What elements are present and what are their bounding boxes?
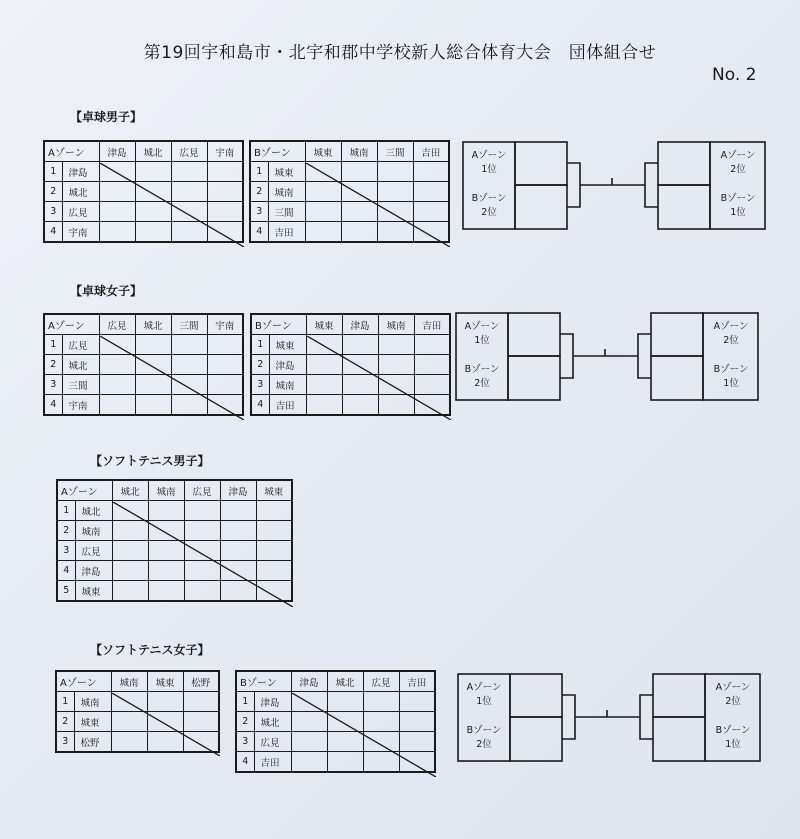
result-cell (306, 355, 342, 375)
result-cell (135, 375, 171, 395)
team-row-label: 城北 (254, 712, 291, 732)
result-cell (220, 521, 256, 541)
table-row (44, 355, 243, 375)
league-table (55, 670, 220, 753)
row-number: 4 (44, 395, 62, 416)
team-column-header: 広見 (363, 671, 399, 692)
seed-rank: 1位 (476, 696, 492, 707)
result-cell (135, 162, 171, 182)
team-row-label: 吉田 (269, 395, 306, 416)
result-cell (171, 222, 207, 243)
result-cell (256, 541, 292, 561)
result-cell (112, 541, 148, 561)
team-row-label: 城南 (269, 375, 306, 395)
bracket-seed-left (459, 192, 519, 220)
result-cell (399, 692, 435, 712)
result-cell (147, 692, 183, 712)
result-cell (305, 182, 341, 202)
table-row (251, 335, 450, 355)
seed-zone: Bゾーン (464, 364, 500, 375)
table-row (57, 561, 292, 581)
table-row (251, 355, 450, 375)
result-cell (342, 375, 378, 395)
seed-rank: 2位 (481, 207, 497, 218)
result-cell (147, 712, 183, 732)
team-row-label: 城南 (268, 182, 305, 202)
team-column-header: 城南 (111, 671, 147, 692)
seed-rank: 1位 (723, 378, 739, 389)
result-cell (256, 501, 292, 521)
result-cell (135, 355, 171, 375)
table-row (44, 182, 243, 202)
team-row-label: 広見 (75, 541, 112, 561)
row-number: 2 (44, 355, 62, 375)
result-cell (135, 182, 171, 202)
team-column-header: 津島 (220, 480, 256, 501)
result-cell (399, 712, 435, 732)
result-cell (207, 355, 243, 375)
result-cell (135, 222, 171, 243)
seed-rank: 2位 (725, 696, 741, 707)
league-header-row (57, 480, 292, 501)
team-row-label: 広見 (62, 202, 99, 222)
bracket-seed-right (708, 192, 768, 220)
result-cell (306, 395, 342, 416)
team-row-label: 城北 (62, 355, 99, 375)
team-column-header: 津島 (291, 671, 327, 692)
team-column-header: 宇南 (207, 314, 243, 335)
result-cell (111, 692, 147, 712)
team-row-label: 広見 (62, 335, 99, 355)
team-column-header: 広見 (184, 480, 220, 501)
result-cell (327, 712, 363, 732)
league-table (250, 313, 451, 416)
result-cell (413, 162, 449, 182)
result-cell (171, 355, 207, 375)
result-cell (171, 202, 207, 222)
table-row (44, 395, 243, 416)
team-row-label: 津島 (269, 355, 306, 375)
row-number: 3 (251, 375, 269, 395)
team-row-label: 城北 (62, 182, 99, 202)
seed-rank: 1位 (725, 739, 741, 750)
seed-rank: 1位 (730, 207, 746, 218)
row-number: 3 (44, 375, 62, 395)
team-column-header: 津島 (342, 314, 378, 335)
result-cell (306, 375, 342, 395)
team-column-header: 城南 (341, 141, 377, 162)
result-cell (184, 581, 220, 602)
result-cell (99, 335, 135, 355)
league-header-row (251, 314, 450, 335)
seed-zone: Bゾーン (471, 193, 507, 204)
league-table (56, 479, 293, 602)
result-cell (184, 501, 220, 521)
bracket-seed-left (452, 320, 512, 348)
result-cell (413, 222, 449, 243)
team-row-label: 松野 (74, 732, 111, 753)
team-column-header: 三間 (171, 314, 207, 335)
result-cell (148, 581, 184, 602)
seed-rank: 2位 (730, 164, 746, 175)
table-row (57, 541, 292, 561)
result-cell (99, 395, 135, 416)
result-cell (147, 732, 183, 753)
league-header-row (250, 141, 449, 162)
team-row-label: 津島 (254, 692, 291, 712)
team-column-header: 広見 (99, 314, 135, 335)
result-cell (256, 521, 292, 541)
team-row-label: 吉田 (268, 222, 305, 243)
result-cell (414, 335, 450, 355)
result-cell (111, 732, 147, 753)
row-number: 4 (236, 752, 254, 773)
result-cell (414, 355, 450, 375)
table-row (44, 202, 243, 222)
team-column-header: 城北 (135, 314, 171, 335)
result-cell (220, 501, 256, 521)
result-cell (207, 162, 243, 182)
result-cell (148, 501, 184, 521)
team-row-label: 城東 (74, 712, 111, 732)
result-cell (291, 712, 327, 732)
team-row-label: 城北 (75, 501, 112, 521)
table-row (57, 581, 292, 602)
result-cell (99, 202, 135, 222)
result-cell (171, 335, 207, 355)
result-cell (413, 182, 449, 202)
team-column-header: 吉田 (413, 141, 449, 162)
result-cell (377, 202, 413, 222)
team-row-label: 宇南 (62, 222, 99, 243)
result-cell (363, 712, 399, 732)
bracket-seed-right (703, 681, 763, 709)
league-header-row (56, 671, 219, 692)
team-column-header: 城東 (256, 480, 292, 501)
team-row-label: 吉田 (254, 752, 291, 773)
zone-label: Bゾーン (236, 671, 291, 692)
result-cell (363, 732, 399, 752)
section-title: 【卓球男子】 (70, 110, 143, 124)
result-cell (148, 521, 184, 541)
league-table (249, 140, 450, 243)
result-cell (112, 521, 148, 541)
result-cell (414, 375, 450, 395)
result-cell (327, 752, 363, 773)
team-column-header: 広見 (171, 141, 207, 162)
result-cell (207, 202, 243, 222)
team-column-header: 三間 (377, 141, 413, 162)
result-cell (414, 395, 450, 416)
table-row (44, 162, 243, 182)
result-cell (183, 692, 219, 712)
team-row-label: 城東 (269, 335, 306, 355)
section-title: 【ソフトテニス男子】 (90, 454, 210, 468)
bracket-seed-left (452, 363, 512, 391)
section-title: 【ソフトテニス女子】 (90, 643, 210, 657)
team-column-header: 城南 (148, 480, 184, 501)
seed-zone: Aゾーン (715, 682, 751, 693)
row-number: 4 (44, 222, 62, 243)
table-row (44, 375, 243, 395)
team-column-header: 津島 (99, 141, 135, 162)
row-number: 1 (236, 692, 254, 712)
result-cell (112, 561, 148, 581)
result-cell (207, 182, 243, 202)
result-cell (220, 561, 256, 581)
result-cell (171, 182, 207, 202)
result-cell (112, 501, 148, 521)
result-cell (413, 202, 449, 222)
league-header-row (44, 314, 243, 335)
team-column-header: 城東 (147, 671, 183, 692)
result-cell (135, 202, 171, 222)
table-row (57, 501, 292, 521)
result-cell (342, 335, 378, 355)
result-cell (171, 162, 207, 182)
result-cell (148, 541, 184, 561)
seed-zone: Aゾーン (466, 682, 502, 693)
seed-zone: Aゾーン (720, 150, 756, 161)
result-cell (256, 561, 292, 581)
table-row (44, 222, 243, 243)
league-table (235, 670, 436, 773)
team-row-label: 城東 (268, 162, 305, 182)
league-header-row (44, 141, 243, 162)
seed-zone: Bゾーン (713, 364, 749, 375)
team-row-label: 津島 (75, 561, 112, 581)
result-cell (377, 182, 413, 202)
result-cell (171, 395, 207, 416)
result-cell (342, 355, 378, 375)
result-cell (99, 355, 135, 375)
bracket-seed-right (701, 363, 761, 391)
team-row-label: 広見 (254, 732, 291, 752)
table-row (236, 732, 435, 752)
team-row-label: 城東 (75, 581, 112, 602)
row-number: 3 (56, 732, 74, 753)
seed-zone: Bゾーン (715, 725, 751, 736)
result-cell (378, 395, 414, 416)
result-cell (378, 335, 414, 355)
team-column-header: 吉田 (414, 314, 450, 335)
seed-zone: Aゾーン (471, 150, 507, 161)
result-cell (341, 162, 377, 182)
seed-zone: Aゾーン (713, 321, 749, 332)
seed-rank: 1位 (481, 164, 497, 175)
result-cell (291, 732, 327, 752)
row-number: 2 (44, 182, 62, 202)
table-row (57, 521, 292, 541)
row-number: 1 (44, 335, 62, 355)
team-column-header: 松野 (183, 671, 219, 692)
result-cell (99, 162, 135, 182)
result-cell (99, 182, 135, 202)
bracket-seed-left (454, 724, 514, 752)
table-row (250, 222, 449, 243)
table-row (251, 395, 450, 416)
row-number: 1 (250, 162, 268, 182)
result-cell (135, 335, 171, 355)
row-number: 1 (57, 501, 75, 521)
result-cell (184, 561, 220, 581)
result-cell (99, 222, 135, 243)
row-number: 1 (56, 692, 74, 712)
result-cell (377, 162, 413, 182)
result-cell (378, 355, 414, 375)
league-table (43, 140, 244, 243)
result-cell (112, 581, 148, 602)
team-column-header: 城北 (112, 480, 148, 501)
seed-zone: Bゾーン (720, 193, 756, 204)
row-number: 2 (250, 182, 268, 202)
team-column-header: 城東 (306, 314, 342, 335)
league-table (43, 313, 244, 416)
table-row (56, 692, 219, 712)
result-cell (363, 692, 399, 712)
team-column-header: 城東 (305, 141, 341, 162)
result-cell (327, 692, 363, 712)
result-cell (148, 561, 184, 581)
result-cell (342, 395, 378, 416)
result-cell (399, 752, 435, 773)
row-number: 4 (251, 395, 269, 416)
team-row-label: 城南 (74, 692, 111, 712)
table-row (236, 712, 435, 732)
zone-label: Aゾーン (56, 671, 111, 692)
bracket-seed-right (703, 724, 763, 752)
table-row (250, 162, 449, 182)
team-row-label: 宇南 (62, 395, 99, 416)
row-number: 3 (44, 202, 62, 222)
result-cell (135, 395, 171, 416)
team-column-header: 城南 (378, 314, 414, 335)
team-column-header: 城北 (327, 671, 363, 692)
result-cell (207, 375, 243, 395)
seed-rank: 2位 (476, 739, 492, 750)
result-cell (207, 395, 243, 416)
seed-rank: 2位 (474, 378, 490, 389)
seed-zone: Bゾーン (466, 725, 502, 736)
table-row (250, 202, 449, 222)
result-cell (184, 521, 220, 541)
team-row-label: 三間 (62, 375, 99, 395)
table-row (56, 732, 219, 753)
result-cell (377, 222, 413, 243)
result-cell (171, 375, 207, 395)
page-title: 第19回宇和島市・北宇和郡中学校新人総合体育大会 団体組合せ (143, 43, 657, 63)
team-row-label: 津島 (62, 162, 99, 182)
row-number: 2 (56, 712, 74, 732)
result-cell (378, 375, 414, 395)
table-row (56, 712, 219, 732)
page-number: No. 2 (712, 65, 757, 85)
result-cell (183, 712, 219, 732)
table-row (236, 692, 435, 712)
zone-label: Aゾーン (57, 480, 112, 501)
result-cell (327, 732, 363, 752)
result-cell (111, 712, 147, 732)
result-cell (399, 732, 435, 752)
result-cell (183, 732, 219, 753)
row-number: 4 (57, 561, 75, 581)
result-cell (341, 182, 377, 202)
zone-label: Aゾーン (44, 141, 99, 162)
result-cell (305, 162, 341, 182)
seed-zone: Aゾーン (464, 321, 500, 332)
result-cell (341, 222, 377, 243)
result-cell (341, 202, 377, 222)
row-number: 1 (44, 162, 62, 182)
result-cell (256, 581, 292, 602)
zone-label: Bゾーン (250, 141, 305, 162)
table-row (44, 335, 243, 355)
seed-rank: 1位 (474, 335, 490, 346)
zone-label: Aゾーン (44, 314, 99, 335)
row-number: 3 (250, 202, 268, 222)
row-number: 2 (236, 712, 254, 732)
team-column-header: 城北 (135, 141, 171, 162)
bracket-seed-right (701, 320, 761, 348)
bracket-seed-left (459, 149, 519, 177)
team-row-label: 三間 (268, 202, 305, 222)
bracket-seed-right (708, 149, 768, 177)
row-number: 3 (57, 541, 75, 561)
bracket-seed-left (454, 681, 514, 709)
seed-rank: 2位 (723, 335, 739, 346)
result-cell (99, 375, 135, 395)
row-number: 4 (250, 222, 268, 243)
result-cell (207, 335, 243, 355)
zone-label: Bゾーン (251, 314, 306, 335)
team-row-label: 城南 (75, 521, 112, 541)
row-number: 2 (251, 355, 269, 375)
team-column-header: 吉田 (399, 671, 435, 692)
row-number: 5 (57, 581, 75, 602)
result-cell (306, 335, 342, 355)
row-number: 1 (251, 335, 269, 355)
league-header-row (236, 671, 435, 692)
result-cell (220, 581, 256, 602)
section-title: 【卓球女子】 (70, 284, 143, 298)
result-cell (220, 541, 256, 561)
table-row (236, 752, 435, 773)
result-cell (305, 202, 341, 222)
result-cell (305, 222, 341, 243)
table-row (250, 182, 449, 202)
table-row (251, 375, 450, 395)
row-number: 2 (57, 521, 75, 541)
team-column-header: 宇南 (207, 141, 243, 162)
result-cell (291, 692, 327, 712)
result-cell (184, 541, 220, 561)
row-number: 3 (236, 732, 254, 752)
result-cell (363, 752, 399, 773)
result-cell (207, 222, 243, 243)
result-cell (291, 752, 327, 773)
